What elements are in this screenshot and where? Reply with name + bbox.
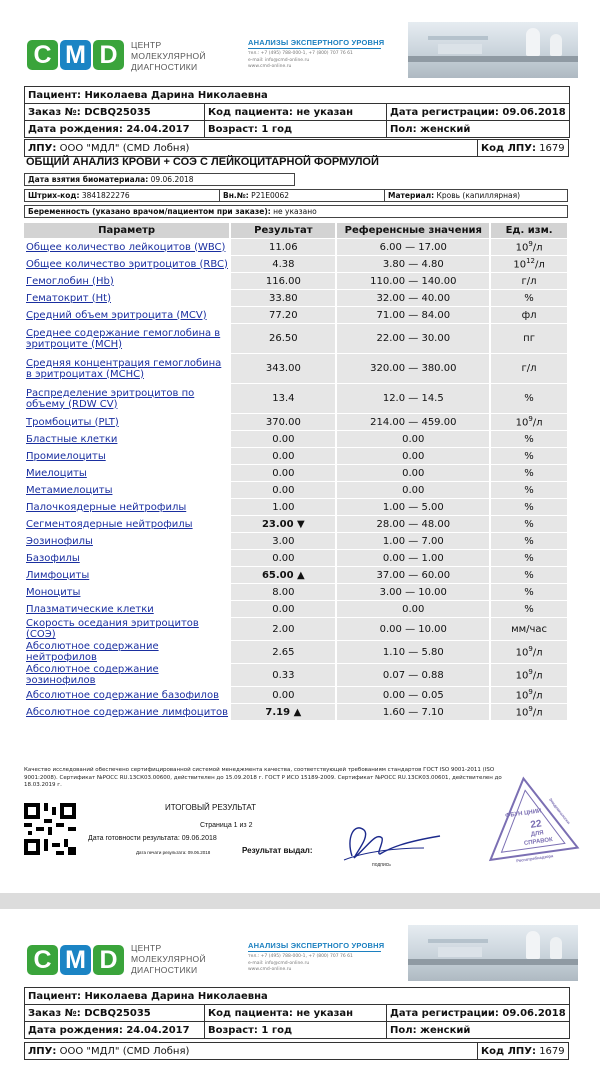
result-row	[24, 324, 567, 353]
sample-date: Дата взятия биоматериала: 09.06.2018	[25, 174, 295, 186]
param-link[interactable]: Палочкоядерные нейтрофилы	[26, 501, 187, 513]
param-link[interactable]: Промиелоциты	[26, 450, 106, 462]
result-row	[24, 601, 567, 617]
result-value: 2.65	[229, 641, 335, 663]
reference-range: 0.00 — 1.00	[335, 550, 489, 566]
reference-range: 214.00 — 459.00	[335, 414, 489, 430]
report-page-2	[0, 909, 600, 1066]
param-link[interactable]: Тромбоциты (PLT)	[26, 416, 119, 428]
signature-caption: подпись	[372, 862, 391, 868]
result-value: 3.00	[229, 533, 335, 549]
param-link[interactable]: Сегментоядерные нейтрофилы	[26, 518, 193, 530]
logo-subtitle: ЦЕНТР МОЛЕКУЛЯРНОЙ ДИАГНОСТИКИ	[131, 943, 206, 975]
unit: $10^9/л$	[489, 239, 567, 255]
logo-subtitle: ЦЕНТР МОЛЕКУЛЯРНОЙ ДИАГНОСТИКИ	[131, 40, 206, 72]
unit: %	[489, 431, 567, 447]
logo-letter: C	[27, 40, 58, 70]
lpu-table: ЛПУ: ООО "МДЛ" (CMD Лобня) Код ЛПУ: 1679	[24, 1042, 569, 1060]
unit: г/л	[489, 273, 567, 289]
param-link[interactable]: Гемоглобин (Hb)	[26, 275, 114, 287]
result-value: 11.06	[229, 239, 335, 255]
result-value: 0.00	[229, 448, 335, 464]
param-link[interactable]: Абсолютное содержание лимфоцитов	[26, 706, 229, 718]
reference-range: 0.07 — 0.88	[335, 664, 489, 686]
result-row	[24, 290, 567, 306]
result-row	[24, 482, 567, 498]
unit: $10^9/л$	[489, 641, 567, 663]
param-link[interactable]: Базофилы	[26, 552, 80, 564]
result-value: 0.00	[229, 465, 335, 481]
col-unit: Ед. изм.	[489, 223, 567, 238]
result-value: 0.00	[229, 482, 335, 498]
result-value: 8.00	[229, 584, 335, 600]
result-row	[24, 584, 567, 600]
param-link[interactable]: Моноциты	[26, 586, 81, 598]
svg-text:ДЛЯ: ДЛЯ	[530, 830, 545, 838]
cmd-logo: C M D	[27, 945, 126, 975]
param-link[interactable]: Бластные клетки	[26, 433, 118, 445]
result-row	[24, 273, 567, 289]
param-link[interactable]: Распределение эритроцитов по объему (RDW CV)	[26, 387, 195, 410]
unit: $10^9/л$	[489, 414, 567, 430]
result-value: 0.00	[229, 601, 335, 617]
reference-range: 3.00 — 10.00	[335, 584, 489, 600]
unit: %	[489, 448, 567, 464]
pregnancy: Беременность (указано врачом/пациентом при заказе): не указано	[25, 206, 568, 218]
barcode: Штрих-код: 3841822276	[25, 190, 220, 202]
param-link[interactable]: Плазматические клетки	[26, 603, 154, 615]
external-number: Вн.№: P21E0062	[220, 190, 385, 202]
param-link[interactable]: Миелоциты	[26, 467, 87, 479]
patient-info-table: Пациент: Николаева Дарина Николаевна Заказ №: DCBQ25035 Код пациента: не указан Дата регистрации: 09.06.2018 Дата рождения: 24.04.2017 Возраст: 1 год Пол: женский	[24, 987, 570, 1039]
result-row	[24, 567, 567, 583]
unit: %	[489, 482, 567, 498]
result-row	[24, 448, 567, 464]
issued-by-label: Результат выдал:	[242, 846, 313, 855]
signature	[324, 808, 444, 868]
patient-sex: Пол: женский	[387, 121, 570, 138]
unit: $10^9/л$	[489, 664, 567, 686]
reference-range: 0.00	[335, 482, 489, 498]
result-value: 370.00	[229, 414, 335, 430]
unit: г/л	[489, 354, 567, 383]
reference-range: 0.00 — 10.00	[335, 618, 489, 640]
result-row	[24, 384, 567, 413]
reference-range: 32.00 — 40.00	[335, 290, 489, 306]
param-link[interactable]: Общее количество лейкоцитов (WBC)	[26, 241, 226, 253]
unit: %	[489, 601, 567, 617]
order-number: Заказ №: DCBQ25035	[25, 104, 205, 121]
unit: $10^9/л$	[489, 704, 567, 720]
reference-range: 110.00 — 140.00	[335, 273, 489, 289]
result-value: 77.20	[229, 307, 335, 323]
unit: %	[489, 499, 567, 515]
result-value: 343.00	[229, 354, 335, 383]
logo-letter: M	[60, 40, 91, 70]
param-link[interactable]: Лимфоциты	[26, 569, 90, 581]
result-value: 0.33	[229, 664, 335, 686]
stamp	[480, 770, 580, 870]
unit: %	[489, 516, 567, 532]
result-value: 116.00	[229, 273, 335, 289]
result-row	[24, 354, 567, 383]
print-date: Дата печати результата: 09.06.2018	[136, 850, 211, 855]
reference-range: 6.00 — 17.00	[335, 239, 489, 255]
reference-range: 0.00	[335, 465, 489, 481]
result-value: 0.00	[229, 550, 335, 566]
patient-info-table	[24, 86, 570, 138]
param-link[interactable]: Средний объем эритроцита (MCV)	[26, 309, 207, 321]
unit: %	[489, 567, 567, 583]
quality-statement: Качество исследований обеспечено сертифицированной системой менеджмента качества, соответствующей требованиям стандартов ГОСТ ISO 9001-2011 (ISO 9001:2008). Сертификат №РОСС RU.13СК03.00600, действителен до 15.09.2018 г. ГОСТ Р ИСО 15189-2009. Сертификат №РОСС RU.13СК03.00601, действителен до 18.03.2019 г.	[24, 767, 502, 788]
slogan: АНАЛИЗЫ ЭКСПЕРТНОГО УРОВНЯ	[248, 38, 385, 47]
result-row	[24, 431, 567, 447]
contacts: тел.: +7 (495) 788-000-1, +7 (800) 707 76 61 e-mail: info@cmd-online.ru www.cmd-online.ru	[248, 51, 353, 69]
col-result: Результат	[229, 223, 335, 238]
unit: $10^9/л$	[489, 687, 567, 703]
unit: %	[489, 533, 567, 549]
param-link[interactable]: Скорость оседания эритроцитов (СОЭ)	[26, 618, 199, 640]
result-row	[24, 465, 567, 481]
slogan-underline	[248, 48, 381, 49]
result-row	[24, 307, 567, 323]
result-row	[24, 550, 567, 566]
unit: мм/час	[489, 618, 567, 640]
result-row	[24, 618, 567, 640]
patient-code: Код пациента: не указан	[205, 104, 387, 121]
unit: фл	[489, 307, 567, 323]
lpu-table	[24, 139, 569, 157]
unit: %	[489, 290, 567, 306]
svg-text:Эпидемиологии: Эпидемиологии	[547, 796, 572, 826]
result-value: 0.00	[229, 687, 335, 703]
param-link[interactable]: Среднее содержание гемоглобина в эритроците (MCH)	[26, 327, 221, 350]
param-link[interactable]: Средняя концентрация гемоглобина в эритроцитах (MCHC)	[26, 357, 222, 380]
logo-letter: D	[93, 40, 124, 70]
result-row	[24, 256, 567, 272]
unit: %	[489, 550, 567, 566]
param-link[interactable]: Общее количество эритроцитов (RBC)	[26, 258, 228, 270]
page-info: Страница 1 из 2	[200, 822, 253, 829]
result-value: 1.00	[229, 499, 335, 515]
svg-text:ФБУН ЦНИИ: ФБУН ЦНИИ	[504, 808, 542, 820]
lpu: ЛПУ: ООО "МДЛ" (CMD Лобня)	[25, 140, 478, 157]
col-reference: Референсные значения	[335, 223, 489, 238]
qr-code	[24, 803, 76, 855]
reference-range: 12.0 — 14.5	[335, 384, 489, 413]
patient-name: Пациент: Николаева Дарина Николаевна	[25, 87, 570, 104]
result-row	[24, 664, 567, 686]
reference-range: 0.00	[335, 431, 489, 447]
material: Материал: Кровь (капиллярная)	[385, 190, 568, 202]
param-link[interactable]: Абсолютное содержание нейтрофилов	[26, 641, 159, 663]
unit: $10^{12}/л$	[489, 256, 567, 272]
unit: %	[489, 584, 567, 600]
result-value: 33.80	[229, 290, 335, 306]
reference-range: 0.00	[335, 448, 489, 464]
result-value: 23.00 ▼	[229, 516, 335, 532]
reference-range: 28.00 — 48.00	[335, 516, 489, 532]
result-row	[24, 499, 567, 515]
result-value: 65.00 ▲	[229, 567, 335, 583]
result-value: 7.19 ▲	[229, 704, 335, 720]
patient-age: Возраст: 1 год	[205, 121, 387, 138]
registration-date: Дата регистрации: 09.06.2018	[387, 104, 570, 121]
pregnancy-table	[24, 205, 568, 218]
result-row	[24, 687, 567, 703]
reference-range: 3.80 — 4.80	[335, 256, 489, 272]
sample-info-table	[24, 189, 568, 202]
svg-text:22: 22	[529, 818, 543, 831]
reference-range: 37.00 — 60.00	[335, 567, 489, 583]
cmd-logo	[27, 40, 126, 70]
result-row	[24, 641, 567, 663]
test-title: ОБЩИЙ АНАЛИЗ КРОВИ + СОЭ С ЛЕЙКОЦИТАРНОЙ ФОРМУЛОЙ	[26, 156, 379, 168]
result-value: 2.00	[229, 618, 335, 640]
report-header	[0, 909, 600, 991]
birth-date: Дата рождения: 24.04.2017	[25, 121, 205, 138]
result-row	[24, 239, 567, 255]
reference-range: 1.00 — 7.00	[335, 533, 489, 549]
reference-range: 0.00	[335, 601, 489, 617]
reference-range: 22.00 — 30.00	[335, 324, 489, 353]
sample-date-table	[24, 173, 295, 186]
reference-range: 71.00 — 84.00	[335, 307, 489, 323]
result-value: 0.00	[229, 431, 335, 447]
report-header	[0, 0, 600, 82]
unit: %	[489, 384, 567, 413]
reference-range: 0.00 — 0.05	[335, 687, 489, 703]
reference-range: 1.10 — 5.80	[335, 641, 489, 663]
svg-text:Роспотребнадзора: Роспотребнадзора	[515, 853, 554, 864]
param-link[interactable]: Метамиелоциты	[26, 484, 113, 496]
reference-range: 320.00 — 380.00	[335, 354, 489, 383]
result-value: 13.4	[229, 384, 335, 413]
unit: %	[489, 465, 567, 481]
reference-range: 1.00 — 5.00	[335, 499, 489, 515]
final-result-label: ИТОГОВЫЙ РЕЗУЛЬТАТ	[165, 803, 256, 812]
lpu-code: Код ЛПУ: 1679	[478, 140, 569, 157]
result-row	[24, 414, 567, 430]
reference-range: 1.60 — 7.10	[335, 704, 489, 720]
laboratory-photo	[408, 925, 578, 981]
result-row	[24, 516, 567, 532]
unit: пг	[489, 324, 567, 353]
slogan: АНАЛИЗЫ ЭКСПЕРТНОГО УРОВНЯ	[248, 941, 385, 950]
param-link[interactable]: Эозинофилы	[26, 535, 93, 547]
svg-text:СПРАВОК: СПРАВОК	[523, 837, 554, 847]
param-link[interactable]: Гематокрит (Ht)	[26, 292, 111, 304]
param-link[interactable]: Абсолютное содержание эозинофилов	[26, 664, 159, 686]
result-value: 4.38	[229, 256, 335, 272]
laboratory-photo	[408, 22, 578, 78]
result-row	[24, 533, 567, 549]
col-param: Параметр	[24, 223, 229, 238]
param-link[interactable]: Абсолютное содержание базофилов	[26, 689, 219, 701]
contacts: тел.: +7 (495) 788-000-1, +7 (800) 707 76 61 e-mail: info@cmd-online.ru www.cmd-online.ru	[248, 954, 353, 972]
result-row	[24, 704, 567, 720]
result-value: 26.50	[229, 324, 335, 353]
results-table	[24, 222, 567, 721]
ready-date: Дата готовности результата: 09.06.2018	[88, 835, 217, 842]
